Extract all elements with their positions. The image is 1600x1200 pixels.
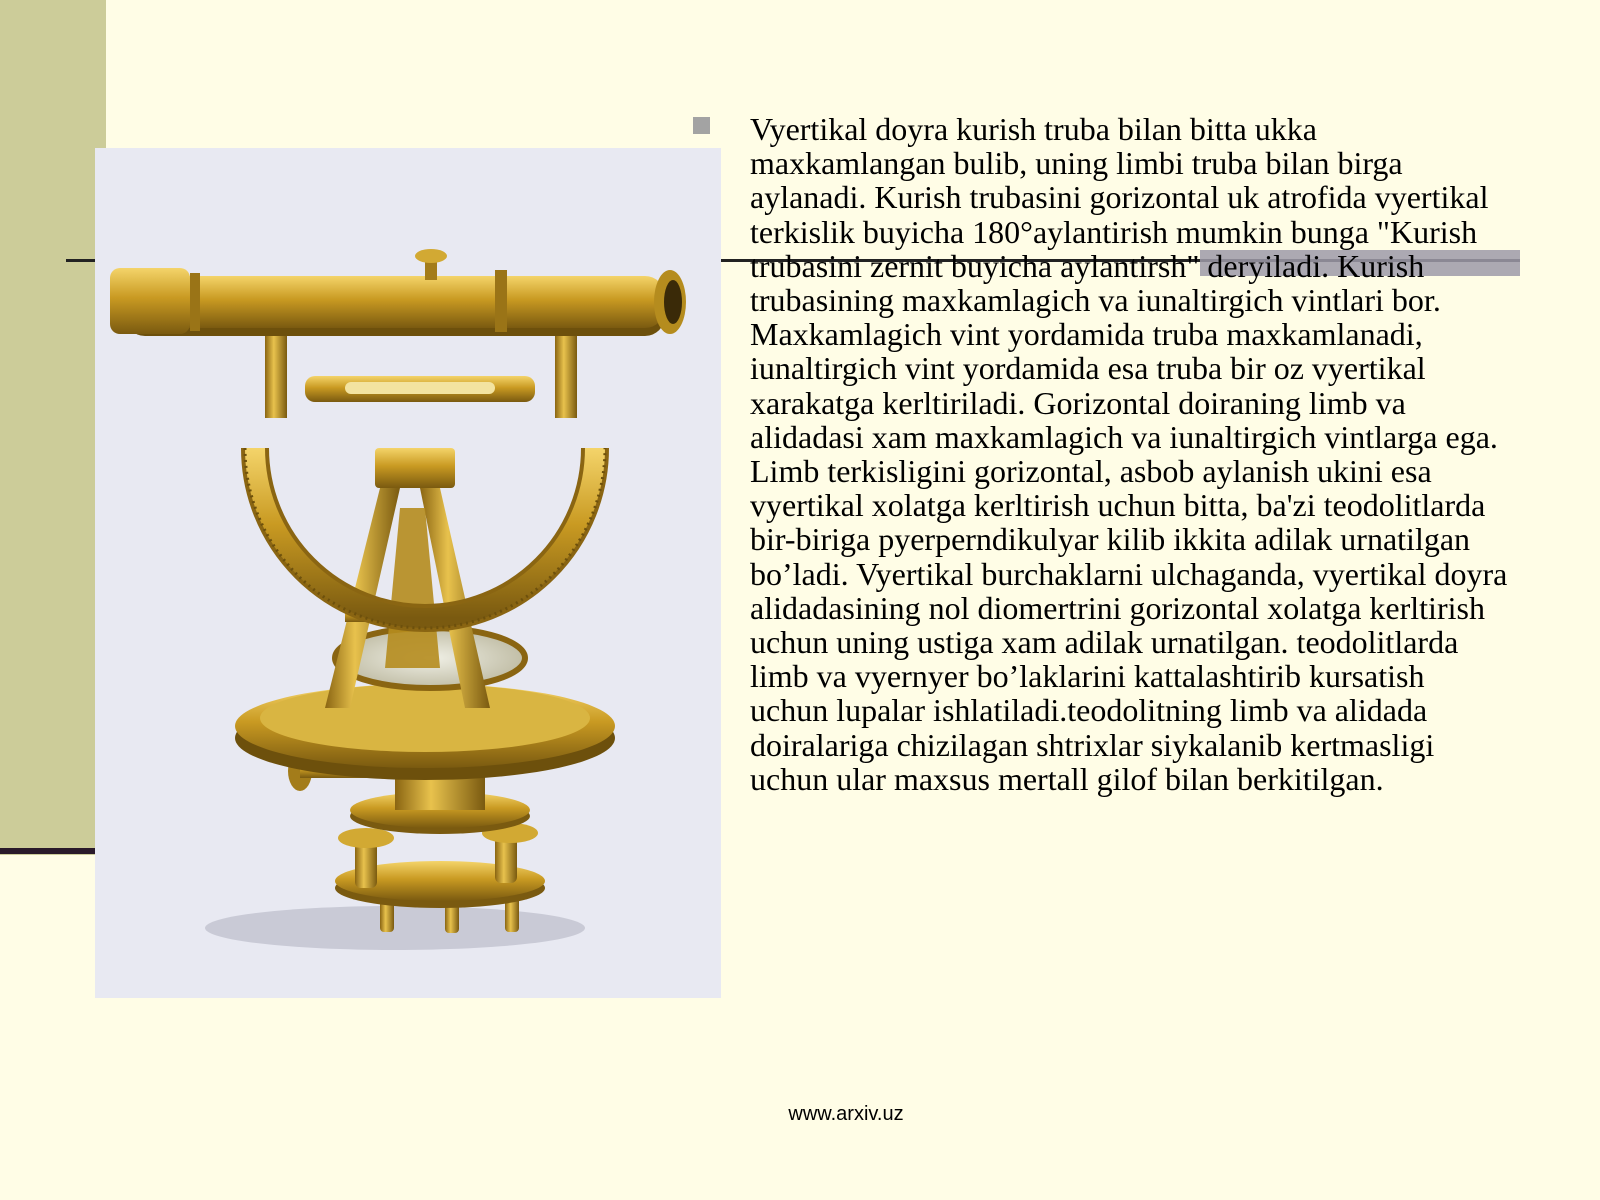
theodolite-photo: [95, 148, 721, 998]
bullet-square: [693, 117, 710, 134]
decorative-line-top-left: [66, 259, 96, 262]
footer-link[interactable]: www.arxiv.uz: [788, 1103, 904, 1125]
theodolite-illustration: [95, 148, 721, 998]
slide-body-text: Vyertikal doyra kurish truba bilan bitta ukka maxkamlangan bulib, uning limbi truba bilan birga aylanadi. Kurish trubasini gorizontal uk atrofida vyertikal terkislik buyicha 180°aylantirish mumkin bunga "Kurish trubasini zernit buyicha aylantirsh" deryiladi. Kurish trubasining maxkamlagich va iunaltirgich vintlari bor. Maxkamlagich vint yordamida truba maxkamlanadi, iunaltirgich vint yordamida esa truba bir oz vyertikal xarakatga kerltiriladi. Gorizontal doiraning limb va alidadasi xam maxkamlagich va iunaltirgich vintlarga ega. Limb terkisligini gorizontal, asbob aylanish ukini esa vyertikal xolatga kerltirish uchun bitta, ba'zi teodolitlarda bir-biriga pyerperndikulyar kilib ikkita adilak urnatilgan bo’ladi. Vyertikal burchaklarni ulchaganda, vyertikal doyra alidadasining nol diomertrini gorizontal xolatga kerltirish uchun uning ustiga xam adilak urnatilgan. teodolitlarda limb va vyernyer bo’laklarini kattalashtirib kursatish uchun lupalar ishlatiladi.teodolitning limb va alidada doiralariga chizilagan shtrixlar siykalanib kertmasligi uchun ular maxsus mertall gilof bilan berkitilgan.: [750, 111, 1508, 797]
decorative-line-bottom-left: [0, 848, 95, 854]
left-decorative-band: [0, 0, 106, 855]
footer: [0, 1103, 1600, 1126]
